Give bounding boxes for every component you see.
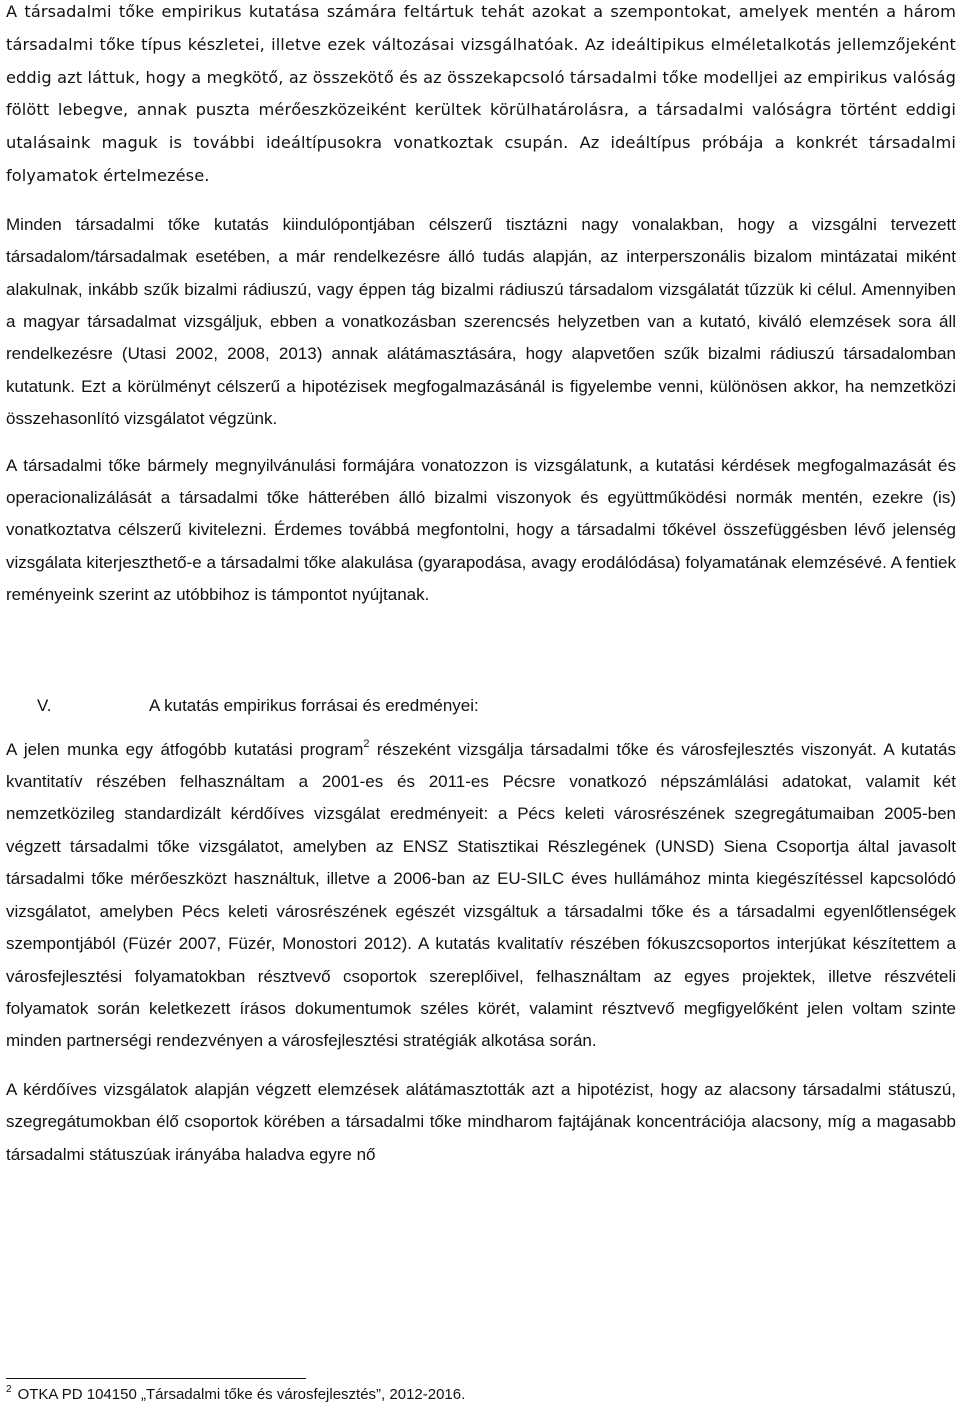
footnote-reference[interactable]: 2 [363, 737, 370, 750]
paragraph-survey-findings: A kérdőíves vizsgálatok alapján végzett elemzések alátámasztották azt a hipotézist, hogy az alacsony társadalmi státuszú, szegregátumokban élő csoportok körében a társadalmi tőke mindharom fajtájának koncentrációja alacsony, míg a magasabb társadalmi státuszúak irányába haladva egyre nő [6, 1079, 956, 1164]
footnote [6, 1384, 465, 1406]
paragraph-research-program-start: A jelen munka egy átfogóbb kutatási program [6, 739, 364, 759]
section-title: A kutatás empirikus forrásai és eredményei: [149, 695, 479, 715]
paragraph-research-questions: A társadalmi tőke bármely megnyilvánulási formájára vonatozzon is vizsgálatunk, a kutatási kérdések megfogalmazását és operacionalizálását a társadalmi tőke hátterében álló bizalmi viszonyok és együttműködési normák mentén, ezekre (is) vonatkoztatva célszerű kivitelezni. Érdemes továbbá megfontolni, hogy a társadalmi tőkével összefüggésben lévő jelenség vizsgálata kiterjeszthető-e a társadalmi tőke alakulása (gyarapodása, avagy erodálódása) folyamatának elemzésévé. A fentiek reményeink szerint az utóbbihoz is támpontot nyújtanak. [6, 455, 956, 605]
footnote-marker: 2 [6, 1384, 12, 1395]
footnote-separator [6, 1378, 306, 1379]
document-page [6, 0, 956, 1171]
paragraph-research-program-rest: részeként vizsgálja társadalmi tőke és városfejlesztés viszonyát. A kutatás kvantitatív részében felhasználtam a 2001-es és 2011-es Pécsre vonatkozó népszámlálási adatokat, valamit két nemzetközileg standardizált kérdőíves vizsgálat eredményeit: a Pécs keleti városrészének szegregátumaiban 2005-ben végzett társadalmi tőke vizsgálatot, amelyben az ENSZ Statisztikai Részlegének (UNSD) Siena Csoportja által javasolt társadalmi tőke mérőeszközt használtuk, illetve a 2006-ban az EU-SILC éves hullámához minta kiegészítéssel kapcsolódó vizsgálatot, amelyben Pécs keleti városrészének egészét vizsgáltuk a társadalmi tőke és a társadalmi egyenlőtlenségek szempontjából (Füzér 2007, Füzér, Monostori 2012). A kutatás kvalitatív részében fókuszcsoportos interjúkat készítettem a városfejlesztési folyamatokban résztvevő csoportok szereplőivel, felhasználtam az egyes projektek, illetve részvételi folyamatok során keletkezett írásos dokumentumok széles körét, valamint résztvevő megfigyelőként jelen voltam szinte minden partnerségi rendezvényen a városfejlesztési stratégiák alkotása során. [6, 739, 956, 1051]
section-number: V. [37, 695, 52, 715]
footnote-text: OTKA PD 104150 „Társadalmi tőke és városfejlesztés”, 2012-2016. [17, 1386, 466, 1403]
section-heading [6, 690, 956, 722]
paragraph-research-program [6, 734, 956, 1058]
paragraph-ideal-types: A társadalmi tőke empirikus kutatása számára feltártuk tehát azokat a szempontokat, amelyek mentén a három társadalmi tőke típus készletei, illetve ezek változásai vizsgálhatóak. Az ideáltipikus elméletalkotás jellemzőjeként eddig azt láttuk, hogy a megkötő, az összekötő és az összekapcsoló társadalmi tőke modelljei az empirikus valóság fölött lebegve, annak puszta mérőeszközeiként kerültek körülhatárolásra, a társadalmi valóságra történt eddigi utalásaink maguk is további ideáltípusokra vonatkoztak csupán. Az ideáltípus próbája a konkrét társadalmi folyamatok értelmezése. [6, 2, 956, 185]
paragraph-trust-radius: Minden társadalmi tőke kutatás kiindulópontjában célszerű tisztázni nagy vonalakban, hogy a vizsgálni tervezett társadalom/társadalmak esetében, a már rendelkezésre álló tudás alapján, az interperszonális bizalom mintázatai miként alakulnak, inkább szűk bizalmi rádiuszú, vagy éppen tág bizalmi rádiuszú társadalom vizsgálatát tűzzük ki célul. Amennyiben a magyar társadalmat vizsgáljuk, ebben a vonatkozásban szerencsés helyzetben van a kutató, kiváló elemzések sora áll rendelkezésre (Utasi 2002, 2008, 2013) annak alátámasztására, hogy alapvetően szűk bizalmi rádiuszú társadalomban kutatunk. Ezt a körülményt célszerű a hipotézisek megfogalmazásánál is figyelembe venni, különösen akkor, ha nemzetközi összehasonlító vizsgálatot végzünk. [6, 214, 956, 429]
